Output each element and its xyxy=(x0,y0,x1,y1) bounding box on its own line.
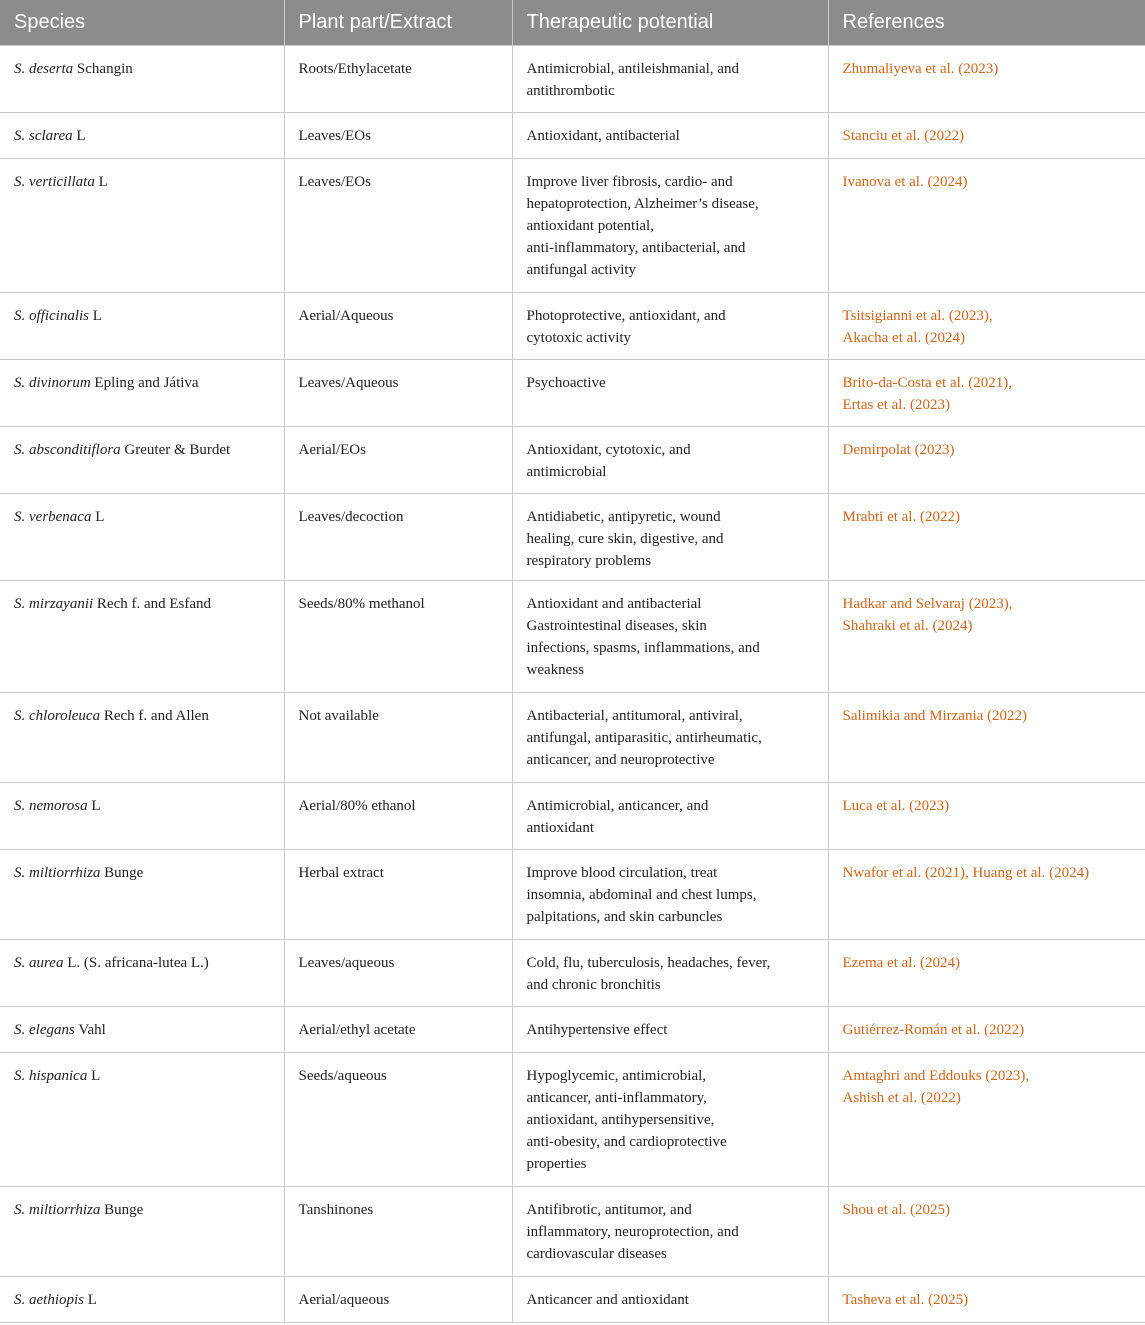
plant-part-cell: Aerial/80% ethanol xyxy=(284,782,512,849)
therapeutic-line: Gastrointestinal diseases, skin xyxy=(526,617,707,634)
species-genus: S. xyxy=(14,1067,26,1084)
plant-part-cell: Seeds/80% methanol xyxy=(284,580,512,692)
therapeutic-line: anti-obesity, and cardioprotective xyxy=(526,1133,727,1150)
plant-part-cell: Leaves/EOs xyxy=(284,112,512,158)
species-cell xyxy=(0,112,284,158)
therapeutic-cell xyxy=(512,939,828,1006)
species-author: Bunge xyxy=(104,1201,144,1218)
table-row xyxy=(0,112,1145,158)
species-binomial xyxy=(14,308,89,324)
species-cell xyxy=(0,426,284,493)
reference-link[interactable]: Ivanova et al. (2024) xyxy=(842,173,968,190)
therapeutic-line: antioxidant potential, xyxy=(526,217,654,234)
therapeutic-cell xyxy=(512,45,828,112)
reference-link[interactable]: Stanciu et al. (2022) xyxy=(842,127,965,144)
reference-link[interactable]: Gutiérrez-Román et al. (2022) xyxy=(842,1021,1025,1038)
therapeutic-line: Psychoactive xyxy=(526,374,606,391)
reference-link[interactable]: Mrabti et al. (2022) xyxy=(842,508,960,525)
therapeutic-line: Improve blood circulation, treat xyxy=(526,864,718,881)
references-cell xyxy=(828,1006,1145,1052)
species-cell xyxy=(0,292,284,359)
therapeutic-line: Antioxidant and antibacterial xyxy=(526,595,702,612)
species-binomial xyxy=(14,1068,87,1084)
species-author: L xyxy=(91,797,101,814)
species-epithet: divinorum xyxy=(29,374,91,391)
references-cell xyxy=(828,45,1145,112)
table-row xyxy=(0,1006,1145,1052)
therapeutic-cell xyxy=(512,782,828,849)
therapeutic-line: properties xyxy=(526,1155,587,1172)
table-row xyxy=(0,580,1145,692)
species-cell xyxy=(0,1052,284,1186)
therapeutic-line: palpitations, and skin carbuncles xyxy=(526,908,723,925)
references-cell xyxy=(828,1186,1145,1276)
references-cell xyxy=(828,158,1145,292)
therapeutic-cell xyxy=(512,493,828,580)
species-genus: S. xyxy=(14,374,26,391)
therapeutic-line: Antifibrotic, antitumor, and xyxy=(526,1201,692,1218)
therapeutic-line: Antihypertensive effect xyxy=(526,1021,668,1038)
reference-link[interactable]: Shou et al. (2025) xyxy=(842,1201,950,1218)
plant-part-cell: Leaves/EOs xyxy=(284,158,512,292)
therapeutic-cell xyxy=(512,1052,828,1186)
therapeutic-line: hepatoprotection, Alzheimer’s disease, xyxy=(526,195,759,212)
references-cell xyxy=(828,292,1145,359)
table-header-row xyxy=(0,0,1145,45)
species-binomial xyxy=(14,509,91,525)
references-cell xyxy=(828,426,1145,493)
species-genus: S. xyxy=(14,441,26,458)
references-cell xyxy=(828,939,1145,1006)
therapeutic-line: and chronic bronchitis xyxy=(526,976,661,993)
species-epithet: officinalis xyxy=(29,307,89,324)
therapeutic-line: Antimicrobial, anticancer, and xyxy=(526,797,709,814)
therapeutic-line: anticancer, and neuroprotective xyxy=(526,751,715,768)
therapeutic-line: cytotoxic activity xyxy=(526,329,632,346)
references-cell xyxy=(828,580,1145,692)
plant-part-cell: Tanshinones xyxy=(284,1186,512,1276)
species-epithet: nemorosa xyxy=(29,797,88,814)
table-row xyxy=(0,939,1145,1006)
species-genus: S. xyxy=(14,707,26,724)
reference-link[interactable]: Brito-da-Costa et al. (2021), xyxy=(842,374,1013,391)
species-author: L xyxy=(98,173,108,190)
species-author: Vahl xyxy=(78,1021,106,1038)
therapeutic-line: cardiovascular diseases xyxy=(526,1245,667,1262)
reference-link[interactable]: Akacha et al. (2024) xyxy=(842,329,965,346)
table-row xyxy=(0,782,1145,849)
reference-link[interactable]: Demirpolat (2023) xyxy=(842,441,955,458)
plant-part-cell: Roots/Ethylacetate xyxy=(284,45,512,112)
therapeutic-line: insomnia, abdominal and chest lumps, xyxy=(526,886,757,903)
species-cell xyxy=(0,849,284,939)
table-row xyxy=(0,158,1145,292)
species-genus: S. xyxy=(14,127,26,144)
references-cell xyxy=(828,493,1145,580)
plant-part-cell: Leaves/aqueous xyxy=(284,939,512,1006)
species-epithet: hispanica xyxy=(29,1067,88,1084)
species-genus: S. xyxy=(14,954,26,971)
table-row xyxy=(0,1276,1145,1322)
species-genus: S. xyxy=(14,1021,26,1038)
table-row xyxy=(0,1052,1145,1186)
species-binomial xyxy=(14,955,63,971)
therapeutic-cell xyxy=(512,112,828,158)
species-binomial xyxy=(14,128,73,144)
species-binomial xyxy=(14,174,95,190)
species-binomial xyxy=(14,1292,84,1308)
species-binomial xyxy=(14,1022,75,1038)
therapeutic-line: Improve liver fibrosis, cardio- and xyxy=(526,173,733,190)
references-cell xyxy=(828,782,1145,849)
therapeutic-line: Antioxidant, cytotoxic, and xyxy=(526,441,691,458)
table-row xyxy=(0,692,1145,782)
species-cell xyxy=(0,782,284,849)
species-epithet: absconditiflora xyxy=(29,441,121,458)
species-author: L xyxy=(92,307,102,324)
species-genus: S. xyxy=(14,508,26,525)
table-row xyxy=(0,45,1145,112)
therapeutic-line: infections, spasms, inflammations, and xyxy=(526,639,760,656)
therapeutic-line: antifungal, antiparasitic, antirheumatic, xyxy=(526,729,762,746)
plant-part-cell: Herbal extract xyxy=(284,849,512,939)
reference-link[interactable]: Luca et al. (2023) xyxy=(842,797,950,814)
species-cell xyxy=(0,158,284,292)
reference-link[interactable]: Hadkar and Selvaraj (2023), xyxy=(842,595,1013,612)
reference-link[interactable]: Tsitsigianni et al. (2023), xyxy=(842,307,993,324)
therapeutic-line: antimicrobial xyxy=(526,463,607,480)
species-author: L. (S. africana-lutea L.) xyxy=(67,954,209,971)
therapeutic-line: Cold, flu, tuberculosis, headaches, fever, xyxy=(526,954,771,971)
header-therapeutic-potential: Therapeutic potential xyxy=(512,0,828,45)
species-binomial xyxy=(14,798,88,814)
therapeutic-line: Antioxidant, antibacterial xyxy=(526,127,680,144)
plant-part-cell: Aerial/aqueous xyxy=(284,1276,512,1322)
species-epithet: chloroleuca xyxy=(29,707,101,724)
species-epithet: elegans xyxy=(29,1021,75,1038)
reference-link[interactable]: Ertas et al. (2023) xyxy=(842,396,950,413)
species-cell xyxy=(0,939,284,1006)
therapeutic-cell xyxy=(512,1006,828,1052)
species-binomial xyxy=(14,865,100,881)
therapeutic-cell xyxy=(512,849,828,939)
therapeutic-cell xyxy=(512,426,828,493)
species-genus: S. xyxy=(14,307,26,324)
references-cell xyxy=(828,692,1145,782)
species-epithet: aethiopis xyxy=(29,1291,84,1308)
therapeutic-line: anticancer, anti-inflammatory, xyxy=(526,1089,707,1106)
therapeutic-line: Photoprotective, antioxidant, and xyxy=(526,307,726,324)
references-cell xyxy=(828,849,1145,939)
species-author: L xyxy=(91,1067,101,1084)
reference-link[interactable]: Ashish et al. (2022) xyxy=(842,1089,961,1106)
references-cell xyxy=(828,1276,1145,1322)
species-author: Greuter & Burdet xyxy=(124,441,231,458)
species-epithet: deserta xyxy=(29,60,74,77)
species-author: Epling and Játiva xyxy=(94,374,199,391)
therapeutic-line: antithrombotic xyxy=(526,82,615,99)
therapeutic-line: antioxidant, antihypersensitive, xyxy=(526,1111,715,1128)
species-cell xyxy=(0,1006,284,1052)
plant-part-cell: Aerial/ethyl acetate xyxy=(284,1006,512,1052)
plant-part-cell: Leaves/decoction xyxy=(284,493,512,580)
plant-part-cell: Aerial/EOs xyxy=(284,426,512,493)
references-cell xyxy=(828,359,1145,426)
species-author: Schangin xyxy=(76,60,133,77)
species-genus: S. xyxy=(14,1201,26,1218)
species-epithet: verticillata xyxy=(29,173,95,190)
species-author: L xyxy=(95,508,105,525)
therapeutic-line: Antimicrobial, antileishmanial, and xyxy=(526,60,739,77)
references-cell xyxy=(828,1052,1145,1186)
species-cell xyxy=(0,580,284,692)
plant-part-cell: Leaves/Aqueous xyxy=(284,359,512,426)
table-row xyxy=(0,849,1145,939)
species-author: Bunge xyxy=(104,864,144,881)
header-species: Species xyxy=(0,0,284,45)
species-genus: S. xyxy=(14,60,26,77)
reference-link[interactable]: Zhumaliyeva et al. (2023) xyxy=(842,60,999,77)
therapeutic-cell xyxy=(512,580,828,692)
table-row xyxy=(0,493,1145,580)
therapeutic-line: anti-inflammatory, antibacterial, and xyxy=(526,239,746,256)
species-epithet: miltiorrhiza xyxy=(29,1201,101,1218)
species-epithet: sclarea xyxy=(29,127,73,144)
table-row xyxy=(0,359,1145,426)
therapeutic-line: healing, cure skin, digestive, and xyxy=(526,530,724,547)
species-cell xyxy=(0,692,284,782)
species-epithet: verbenaca xyxy=(29,508,92,525)
references-cell xyxy=(828,112,1145,158)
therapeutic-cell xyxy=(512,359,828,426)
species-genus: S. xyxy=(14,595,26,612)
species-binomial xyxy=(14,708,100,724)
therapeutic-cell xyxy=(512,158,828,292)
species-cell xyxy=(0,1186,284,1276)
species-binomial xyxy=(14,375,91,391)
table-row xyxy=(0,1186,1145,1276)
species-author: Rech f. and Allen xyxy=(103,707,209,724)
table-row xyxy=(0,292,1145,359)
species-author: Rech f. and Esfand xyxy=(96,595,212,612)
therapeutic-line: weakness xyxy=(526,661,584,678)
reference-link[interactable]: Amtaghri and Eddouks (2023), xyxy=(842,1067,1030,1084)
therapeutic-cell xyxy=(512,1186,828,1276)
species-genus: S. xyxy=(14,173,26,190)
plant-part-cell: Aerial/Aqueous xyxy=(284,292,512,359)
species-epithet: aurea xyxy=(29,954,64,971)
therapeutic-cell xyxy=(512,292,828,359)
therapeutic-cell xyxy=(512,1276,828,1322)
species-binomial xyxy=(14,61,73,77)
header-references: References xyxy=(828,0,1145,45)
species-genus: S. xyxy=(14,864,26,881)
therapeutic-line: Hypoglycemic, antimicrobial, xyxy=(526,1067,707,1084)
therapeutic-line: Anticancer and antioxidant xyxy=(526,1291,689,1308)
therapeutic-line: antifungal activity xyxy=(526,261,637,278)
species-binomial xyxy=(14,596,93,612)
therapeutic-line: inflammatory, neuroprotection, and xyxy=(526,1223,739,1240)
therapeutic-line: antioxidant xyxy=(526,819,594,836)
table-row xyxy=(0,426,1145,493)
species-genus: S. xyxy=(14,1291,26,1308)
therapeutic-line: Antidiabetic, antipyretic, wound xyxy=(526,508,721,525)
species-cell xyxy=(0,45,284,112)
species-author: L xyxy=(87,1291,97,1308)
plant-part-cell: Not available xyxy=(284,692,512,782)
therapeutic-line: Antibacterial, antitumoral, antiviral, xyxy=(526,707,743,724)
species-binomial xyxy=(14,442,121,458)
therapeutic-cell xyxy=(512,692,828,782)
species-cell xyxy=(0,359,284,426)
species-genus: S. xyxy=(14,797,26,814)
reference-link[interactable]: Salimikia and Mirzania (2022) xyxy=(842,707,1028,724)
species-epithet: mirzayanii xyxy=(29,595,94,612)
species-epithet: miltiorrhiza xyxy=(29,864,101,881)
species-cell xyxy=(0,1276,284,1322)
species-cell xyxy=(0,493,284,580)
reference-link[interactable]: Ezema et al. (2024) xyxy=(842,954,960,971)
species-binomial xyxy=(14,1202,100,1218)
reference-link[interactable]: Shahraki et al. (2024) xyxy=(842,617,973,634)
reference-link[interactable]: Tasheva et al. (2025) xyxy=(842,1291,969,1308)
header-plant-part: Plant part/Extract xyxy=(284,0,512,45)
reference-link[interactable]: Nwafor et al. (2021), Huang et al. (2024) xyxy=(842,864,1090,881)
table-body xyxy=(0,45,1145,1322)
plant-part-cell: Seeds/aqueous xyxy=(284,1052,512,1186)
species-author: L xyxy=(76,127,86,144)
therapeutic-line: respiratory problems xyxy=(526,552,652,569)
